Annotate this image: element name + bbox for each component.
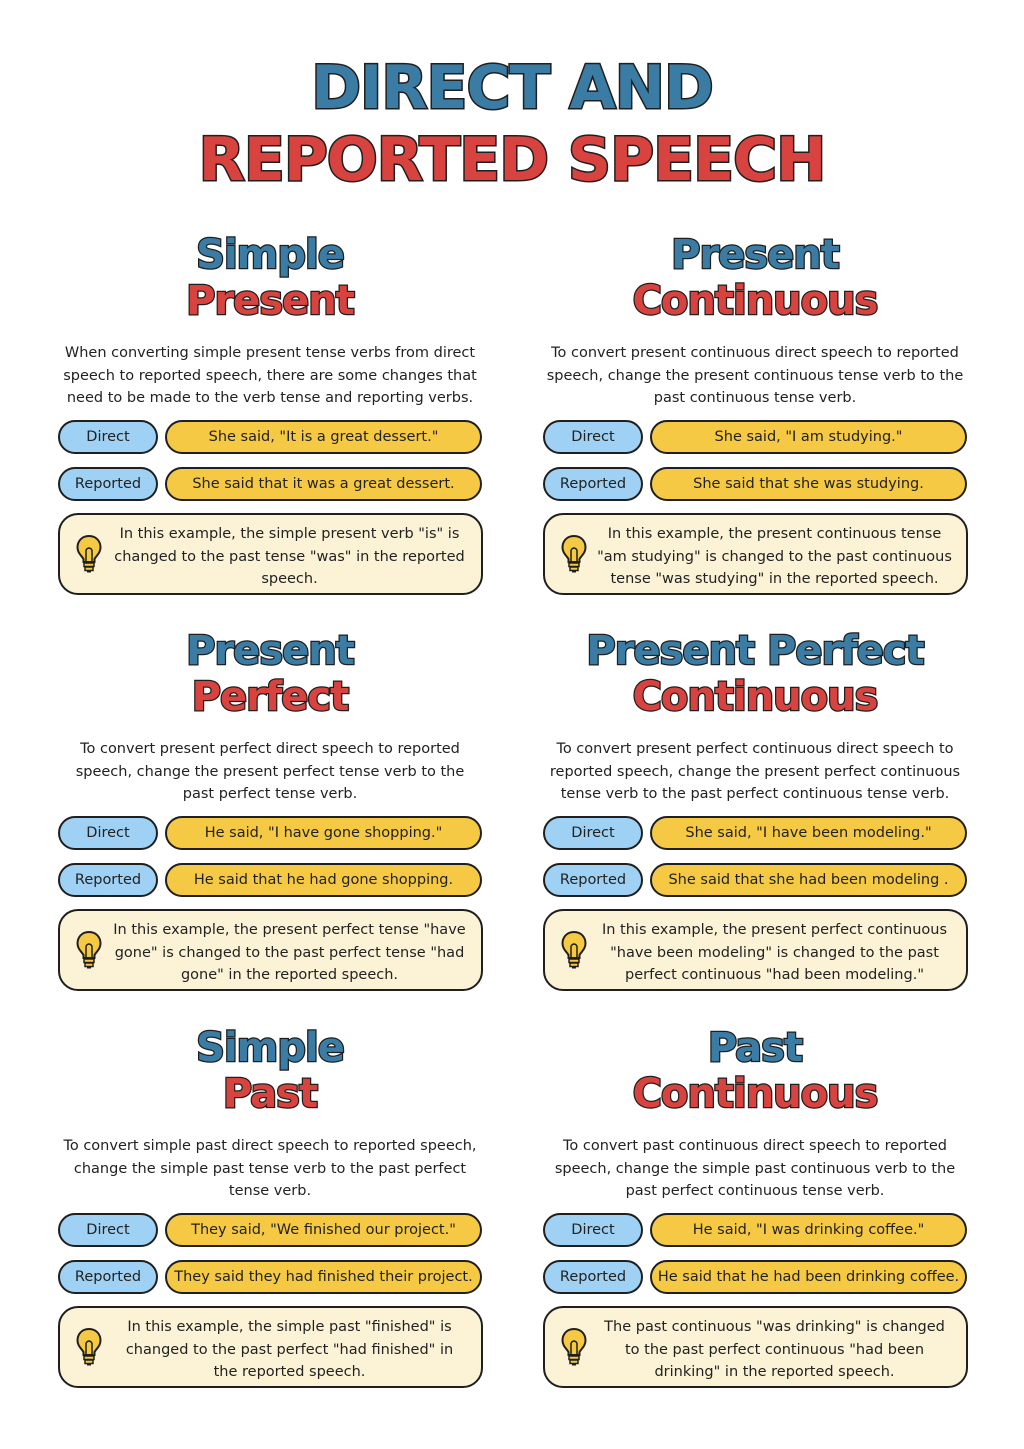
section-description: To convert present perfect direct speech to reported speech, change the present perfect tense verb to the past perfect tense verb. [75, 741, 465, 803]
note-text: In this example, the present perfect tense "have gone" is changed to the past perfect tense "had gone" in the reported speech. [113, 922, 466, 984]
reported-example-row [540, 863, 970, 897]
direct-sentence: He said, "I was drinking coffee." [650, 1213, 967, 1247]
section-title-line-1: Present Perfect [586, 628, 924, 674]
lightbulb-icon [76, 1327, 102, 1367]
direct-example-row [540, 1213, 970, 1247]
section-title [540, 1025, 970, 1117]
section-title-line-1: Present [671, 232, 839, 278]
lightbulb-icon [76, 930, 102, 970]
section-present-continuous [540, 232, 970, 595]
explanation-note [58, 1306, 483, 1388]
direct-label: Direct [543, 420, 643, 454]
section-simple-past [55, 1025, 485, 1388]
reported-example-row [55, 1260, 485, 1294]
reported-sentence: She said that it was a great dessert. [165, 467, 482, 501]
direct-sentence: They said, "We finished our project." [165, 1213, 482, 1247]
reported-label: Reported [58, 467, 158, 501]
page-title-line-1: DIRECT AND [311, 53, 713, 123]
direct-label: Direct [543, 1213, 643, 1247]
section-title-line-2: Continuous [632, 674, 878, 720]
section-title [540, 232, 970, 324]
section-present-perfect-continuous [540, 628, 970, 991]
direct-example-row [540, 420, 970, 454]
section-description: To convert present perfect continuous direct speech to reported speech, change the present perfect continuous tense verb to the past perfect continuous tense verb. [549, 741, 961, 803]
section-description: When converting simple present tense verbs from direct speech to reported speech, there are some changes that need to be made to the verb tense and reporting verbs. [63, 345, 477, 407]
explanation-note [58, 909, 483, 991]
reported-sentence: They said they had finished their project. [165, 1260, 482, 1294]
direct-sentence: She said, "I am studying." [650, 420, 967, 454]
direct-label: Direct [58, 816, 158, 850]
reported-sentence: She said that she had been modeling . [650, 863, 967, 897]
section-title [55, 1025, 485, 1117]
direct-example-row [55, 420, 485, 454]
reported-sentence: He said that he had gone shopping. [165, 863, 482, 897]
section-title-line-2: Present [186, 278, 354, 324]
lightbulb-icon [561, 1327, 587, 1367]
note-text: In this example, the present continuous tense "am studying" is changed to the past continuous tense "was studying" in the reported speech. [597, 526, 952, 588]
note-text: In this example, the simple present verb "is" is changed to the past tense "was" in the reported speech. [114, 526, 465, 588]
page-title-line-2: REPORTED SPEECH [198, 125, 826, 195]
reported-example-row [540, 1260, 970, 1294]
section-title [540, 628, 970, 720]
note-text: In this example, the simple past "finished" is changed to the past perfect "had finished" in the reported speech. [125, 1319, 454, 1381]
reported-example-row [55, 863, 485, 897]
section-title [55, 628, 485, 720]
section-title-line-2: Perfect [191, 674, 349, 720]
reported-label: Reported [543, 1260, 643, 1294]
explanation-note [58, 513, 483, 595]
direct-label: Direct [58, 420, 158, 454]
direct-sentence: She said, "I have been modeling." [650, 816, 967, 850]
section-past-continuous [540, 1025, 970, 1388]
section-description: To convert past continuous direct speech to reported speech, change the simple past continuous verb to the past perfect continuous tense verb. [554, 1138, 956, 1200]
direct-label: Direct [543, 816, 643, 850]
reported-example-row [540, 467, 970, 501]
section-present-perfect [55, 628, 485, 991]
section-title [55, 232, 485, 324]
section-description: To convert present continuous direct speech to reported speech, change the present continuous tense verb to the past continuous tense verb. [546, 345, 964, 407]
lightbulb-icon [561, 534, 587, 574]
explanation-note [543, 1306, 968, 1388]
section-title-line-2: Continuous [632, 278, 878, 324]
direct-example-row [55, 816, 485, 850]
direct-example-row [540, 816, 970, 850]
section-title-line-1: Past [707, 1025, 803, 1071]
lightbulb-icon [76, 534, 102, 574]
note-text: The past continuous "was drinking" is changed to the past perfect continuous "had been drinking" in the reported speech. [604, 1319, 945, 1381]
direct-example-row [55, 1213, 485, 1247]
reported-label: Reported [58, 1260, 158, 1294]
note-text: In this example, the present perfect continuous "have been modeling" is changed to the past perfect continuous "had been modeling." [601, 922, 948, 984]
reported-example-row [55, 467, 485, 501]
section-description: To convert simple past direct speech to reported speech, change the simple past tense verb to the past perfect tense verb. [63, 1138, 477, 1200]
direct-sentence: He said, "I have gone shopping." [165, 816, 482, 850]
reported-label: Reported [58, 863, 158, 897]
reported-sentence: She said that she was studying. [650, 467, 967, 501]
direct-sentence: She said, "It is a great dessert." [165, 420, 482, 454]
reported-sentence: He said that he had been drinking coffee. [650, 1260, 967, 1294]
direct-label: Direct [58, 1213, 158, 1247]
section-title-line-1: Simple [196, 232, 344, 278]
reported-label: Reported [543, 863, 643, 897]
explanation-note [543, 513, 968, 595]
section-title-line-2: Continuous [632, 1071, 878, 1117]
section-simple-present [55, 232, 485, 595]
section-title-line-1: Simple [196, 1025, 344, 1071]
section-title-line-2: Past [222, 1071, 318, 1117]
lightbulb-icon [561, 930, 587, 970]
explanation-note [543, 909, 968, 991]
reported-label: Reported [543, 467, 643, 501]
section-title-line-1: Present [186, 628, 354, 674]
